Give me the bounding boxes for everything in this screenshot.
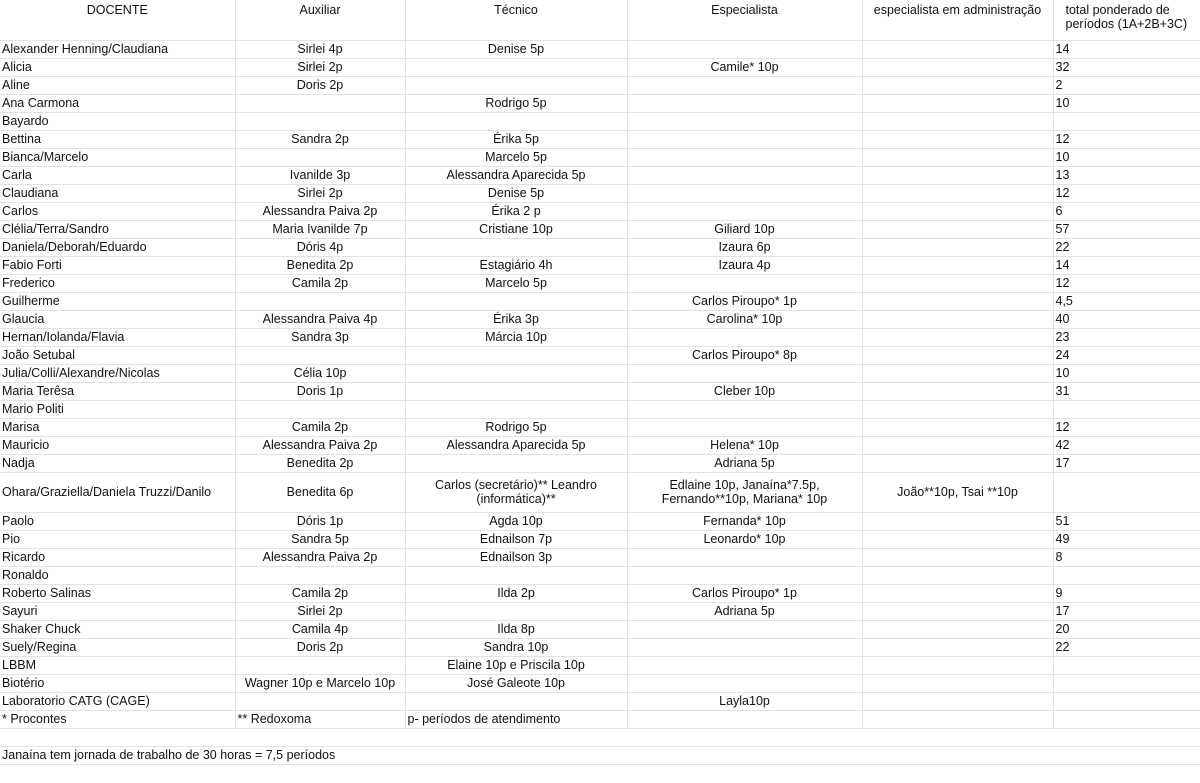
cell-docente: Bianca/Marcelo bbox=[0, 148, 235, 166]
cell-docente: Sayuri bbox=[0, 602, 235, 620]
cell-auxiliar: Benedita 6p bbox=[235, 472, 405, 512]
cell-docente: Bettina bbox=[0, 130, 235, 148]
cell-especialista-admin bbox=[862, 692, 1053, 710]
cell-especialista bbox=[627, 40, 862, 58]
cell-especialista bbox=[627, 76, 862, 94]
cell-especialista-admin bbox=[862, 418, 1053, 436]
cell-total: 57 bbox=[1053, 220, 1200, 238]
cell-especialista: Camile* 10p bbox=[627, 58, 862, 76]
cell-docente: Laboratorio CATG (CAGE) bbox=[0, 692, 235, 710]
cell-tecnico: Sandra 10p bbox=[405, 638, 627, 656]
cell-especialista-admin bbox=[862, 638, 1053, 656]
cell-total: 22 bbox=[1053, 238, 1200, 256]
cell-auxiliar: Camila 2p bbox=[235, 584, 405, 602]
cell-tecnico bbox=[405, 76, 627, 94]
cell-total: 17 bbox=[1053, 602, 1200, 620]
cell-auxiliar: Sirlei 2p bbox=[235, 602, 405, 620]
cell-especialista bbox=[627, 364, 862, 382]
cell-especialista bbox=[627, 112, 862, 130]
cell-especialista-admin bbox=[862, 454, 1053, 472]
cell-especialista: Fernanda* 10p bbox=[627, 512, 862, 530]
cell-tecnico: Érika 5p bbox=[405, 130, 627, 148]
cell-docente: Marisa bbox=[0, 418, 235, 436]
cell-especialista bbox=[627, 566, 862, 584]
table-row bbox=[0, 76, 1200, 94]
table-row bbox=[0, 346, 1200, 364]
cell-docente: Frederico bbox=[0, 274, 235, 292]
table-row bbox=[0, 274, 1200, 292]
footer-row bbox=[0, 746, 1200, 764]
table-row bbox=[0, 364, 1200, 382]
cell-especialista-admin bbox=[862, 238, 1053, 256]
legend-procontes: * Procontes bbox=[0, 710, 235, 728]
cell-total: 23 bbox=[1053, 328, 1200, 346]
cell-auxiliar: Ivanilde 3p bbox=[235, 166, 405, 184]
cell-total: 14 bbox=[1053, 40, 1200, 58]
table-row bbox=[0, 620, 1200, 638]
cell-especialista-admin bbox=[862, 346, 1053, 364]
table-row bbox=[0, 256, 1200, 274]
cell-docente: Mario Politi bbox=[0, 400, 235, 418]
cell-especialista-admin bbox=[862, 584, 1053, 602]
table-row bbox=[0, 130, 1200, 148]
cell-especialista bbox=[627, 674, 862, 692]
cell-auxiliar: Doris 2p bbox=[235, 638, 405, 656]
cell-especialista bbox=[627, 328, 862, 346]
cell-auxiliar: Sandra 2p bbox=[235, 130, 405, 148]
cell-especialista bbox=[627, 620, 862, 638]
cell-docente: Bayardo bbox=[0, 112, 235, 130]
cell-especialista-admin bbox=[862, 292, 1053, 310]
legend-row bbox=[0, 710, 1200, 728]
table-row bbox=[0, 674, 1200, 692]
cell-tecnico: Denise 5p bbox=[405, 184, 627, 202]
cell-auxiliar bbox=[235, 292, 405, 310]
cell-total bbox=[1053, 400, 1200, 418]
cell-total bbox=[1053, 656, 1200, 674]
table-row bbox=[0, 202, 1200, 220]
cell-tecnico: Érika 2 p bbox=[405, 202, 627, 220]
cell-docente: Nadja bbox=[0, 454, 235, 472]
cell-auxiliar: Sirlei 2p bbox=[235, 184, 405, 202]
cell-especialista-admin bbox=[862, 166, 1053, 184]
cell-especialista-admin bbox=[862, 40, 1053, 58]
cell-tecnico: Ednailson 3p bbox=[405, 548, 627, 566]
cell-especialista-admin bbox=[862, 184, 1053, 202]
cell-especialista: Helena* 10p bbox=[627, 436, 862, 454]
cell-auxiliar bbox=[235, 94, 405, 112]
cell-total bbox=[1053, 674, 1200, 692]
header-row bbox=[0, 0, 1200, 40]
cell-tecnico bbox=[405, 454, 627, 472]
cell-especialista-admin bbox=[862, 656, 1053, 674]
cell-tecnico: Rodrigo 5p bbox=[405, 94, 627, 112]
table-row bbox=[0, 310, 1200, 328]
cell-especialista-admin bbox=[862, 548, 1053, 566]
cell-especialista: Izaura 6p bbox=[627, 238, 862, 256]
cell-total: 10 bbox=[1053, 364, 1200, 382]
table-row bbox=[0, 656, 1200, 674]
cell-especialista: Carlos Piroupo* 1p bbox=[627, 584, 862, 602]
cell-auxiliar bbox=[235, 112, 405, 130]
cell-auxiliar bbox=[235, 566, 405, 584]
cell-auxiliar: Sandra 3p bbox=[235, 328, 405, 346]
cell-auxiliar: Sirlei 4p bbox=[235, 40, 405, 58]
cell-total: 49 bbox=[1053, 530, 1200, 548]
cell-auxiliar: Camila 4p bbox=[235, 620, 405, 638]
cell-especialista: Izaura 4p bbox=[627, 256, 862, 274]
cell-especialista: Carolina* 10p bbox=[627, 310, 862, 328]
cell-total: 10 bbox=[1053, 94, 1200, 112]
cell-tecnico bbox=[405, 238, 627, 256]
table-row bbox=[0, 58, 1200, 76]
cell-especialista: Adriana 5p bbox=[627, 602, 862, 620]
cell-auxiliar: Maria Ivanilde 7p bbox=[235, 220, 405, 238]
footer-note: Janaína tem jornada de trabalho de 30 horas = 7,5 períodos bbox=[0, 746, 627, 764]
cell-especialista-admin bbox=[862, 220, 1053, 238]
cell-docente: Alexander Henning/Claudiana bbox=[0, 40, 235, 58]
cell-total bbox=[1053, 692, 1200, 710]
cell-especialista bbox=[627, 166, 862, 184]
cell-total: 10 bbox=[1053, 148, 1200, 166]
cell-total: 24 bbox=[1053, 346, 1200, 364]
cell-especialista: Leonardo* 10p bbox=[627, 530, 862, 548]
cell-total: 51 bbox=[1053, 512, 1200, 530]
table-row bbox=[0, 418, 1200, 436]
cell-tecnico bbox=[405, 364, 627, 382]
table-row bbox=[0, 400, 1200, 418]
cell-tecnico: Alessandra Aparecida 5p bbox=[405, 166, 627, 184]
cell-tecnico bbox=[405, 692, 627, 710]
cell-especialista-admin bbox=[862, 566, 1053, 584]
cell-especialista-admin bbox=[862, 112, 1053, 130]
table-row bbox=[0, 530, 1200, 548]
cell-auxiliar: Dóris 4p bbox=[235, 238, 405, 256]
header-tecnico: Técnico bbox=[405, 0, 627, 40]
cell-especialista bbox=[627, 130, 862, 148]
cell-total: 8 bbox=[1053, 548, 1200, 566]
cell-docente: Mauricio bbox=[0, 436, 235, 454]
cell-docente: Suely/Regina bbox=[0, 638, 235, 656]
cell-tecnico bbox=[405, 112, 627, 130]
cell-auxiliar bbox=[235, 656, 405, 674]
cell-auxiliar: Camila 2p bbox=[235, 274, 405, 292]
cell-auxiliar bbox=[235, 692, 405, 710]
table-row bbox=[0, 566, 1200, 584]
cell-especialista-admin bbox=[862, 256, 1053, 274]
cell-total: 12 bbox=[1053, 130, 1200, 148]
table-row bbox=[0, 220, 1200, 238]
cell-especialista-admin bbox=[862, 76, 1053, 94]
cell-docente: Biotério bbox=[0, 674, 235, 692]
table-row bbox=[0, 436, 1200, 454]
cell-tecnico: Ednailson 7p bbox=[405, 530, 627, 548]
table-row bbox=[0, 548, 1200, 566]
cell-auxiliar: Doris 1p bbox=[235, 382, 405, 400]
cell-especialista bbox=[627, 274, 862, 292]
cell-docente: Shaker Chuck bbox=[0, 620, 235, 638]
cell-especialista: Giliard 10p bbox=[627, 220, 862, 238]
cell-tecnico: Denise 5p bbox=[405, 40, 627, 58]
cell-total: 12 bbox=[1053, 274, 1200, 292]
table-row bbox=[0, 166, 1200, 184]
cell-especialista-admin bbox=[862, 530, 1053, 548]
table-row bbox=[0, 638, 1200, 656]
cell-especialista: Edlaine 10p, Janaína*7.5p, Fernando**10p, Mariana* 10p bbox=[627, 472, 862, 512]
cell-especialista-admin bbox=[862, 436, 1053, 454]
cell-auxiliar: Sandra 5p bbox=[235, 530, 405, 548]
cell-especialista-admin bbox=[862, 328, 1053, 346]
cell-especialista-admin bbox=[862, 400, 1053, 418]
cell-tecnico bbox=[405, 346, 627, 364]
cell-tecnico: Ilda 2p bbox=[405, 584, 627, 602]
cell-total: 31 bbox=[1053, 382, 1200, 400]
table-row bbox=[0, 472, 1200, 512]
cell-auxiliar: Wagner 10p e Marcelo 10p bbox=[235, 674, 405, 692]
cell-especialista-admin bbox=[862, 310, 1053, 328]
cell-total: 13 bbox=[1053, 166, 1200, 184]
cell-especialista: Cleber 10p bbox=[627, 382, 862, 400]
cell-docente: Clélia/Terra/Sandro bbox=[0, 220, 235, 238]
cell-especialista: Adriana 5p bbox=[627, 454, 862, 472]
cell-total: 32 bbox=[1053, 58, 1200, 76]
cell-tecnico: Cristiane 10p bbox=[405, 220, 627, 238]
cell-tecnico bbox=[405, 58, 627, 76]
cell-docente: Ana Carmona bbox=[0, 94, 235, 112]
cell-especialista-admin: João**10p, Tsai **10p bbox=[862, 472, 1053, 512]
cell-auxiliar: Dóris 1p bbox=[235, 512, 405, 530]
cell-especialista bbox=[627, 418, 862, 436]
cell-tecnico: Carlos (secretário)** Leandro (informática)** bbox=[405, 472, 627, 512]
cell-docente: Ricardo bbox=[0, 548, 235, 566]
cell-especialista bbox=[627, 638, 862, 656]
cell-docente: Claudiana bbox=[0, 184, 235, 202]
cell-tecnico: Elaine 10p e Priscila 10p bbox=[405, 656, 627, 674]
cell-docente: Hernan/Iolanda/Flavia bbox=[0, 328, 235, 346]
cell-especialista bbox=[627, 202, 862, 220]
cell-tecnico: Érika 3p bbox=[405, 310, 627, 328]
blank-row bbox=[0, 728, 1200, 746]
cell-total: 4,5 bbox=[1053, 292, 1200, 310]
cell-auxiliar: Alessandra Paiva 2p bbox=[235, 436, 405, 454]
cell-auxiliar bbox=[235, 346, 405, 364]
table-row bbox=[0, 94, 1200, 112]
cell-especialista-admin bbox=[862, 602, 1053, 620]
cell-especialista bbox=[627, 400, 862, 418]
cell-tecnico bbox=[405, 382, 627, 400]
cell-especialista-admin bbox=[862, 58, 1053, 76]
cell-especialista-admin bbox=[862, 94, 1053, 112]
cell-tecnico: Marcelo 5p bbox=[405, 274, 627, 292]
header-especialista-admin: especialista em administração bbox=[862, 0, 1053, 40]
cell-docente: Glaucia bbox=[0, 310, 235, 328]
cell-tecnico: Marcelo 5p bbox=[405, 148, 627, 166]
cell-docente: Pio bbox=[0, 530, 235, 548]
cell-especialista-admin bbox=[862, 130, 1053, 148]
cell-especialista-admin bbox=[862, 148, 1053, 166]
cell-docente: Carla bbox=[0, 166, 235, 184]
cell-total bbox=[1053, 472, 1200, 512]
cell-especialista: Carlos Piroupo* 1p bbox=[627, 292, 862, 310]
cell-docente: Guilherme bbox=[0, 292, 235, 310]
cell-total: 12 bbox=[1053, 184, 1200, 202]
header-auxiliar: Auxiliar bbox=[235, 0, 405, 40]
cell-especialista-admin bbox=[862, 620, 1053, 638]
cell-tecnico: Agda 10p bbox=[405, 512, 627, 530]
cell-auxiliar: Camila 2p bbox=[235, 418, 405, 436]
cell-tecnico: Rodrigo 5p bbox=[405, 418, 627, 436]
table-row bbox=[0, 602, 1200, 620]
cell-total bbox=[1053, 566, 1200, 584]
cell-auxiliar: Alessandra Paiva 4p bbox=[235, 310, 405, 328]
cell-tecnico: Estagiário 4h bbox=[405, 256, 627, 274]
cell-especialista-admin bbox=[862, 674, 1053, 692]
cell-docente: Julia/Colli/Alexandre/Nicolas bbox=[0, 364, 235, 382]
cell-docente: Roberto Salinas bbox=[0, 584, 235, 602]
cell-especialista bbox=[627, 148, 862, 166]
cell-docente: Daniela/Deborah/Eduardo bbox=[0, 238, 235, 256]
cell-especialista-admin bbox=[862, 382, 1053, 400]
cell-especialista-admin bbox=[862, 274, 1053, 292]
cell-docente: Ohara/Graziella/Daniela Truzzi/Danilo bbox=[0, 472, 235, 512]
cell-docente: Carlos bbox=[0, 202, 235, 220]
table-row bbox=[0, 382, 1200, 400]
cell-total bbox=[1053, 112, 1200, 130]
cell-total: 17 bbox=[1053, 454, 1200, 472]
cell-total: 2 bbox=[1053, 76, 1200, 94]
table-row bbox=[0, 692, 1200, 710]
cell-auxiliar: Alessandra Paiva 2p bbox=[235, 202, 405, 220]
cell-especialista bbox=[627, 94, 862, 112]
cell-docente: Paolo bbox=[0, 512, 235, 530]
cell-docente: Ronaldo bbox=[0, 566, 235, 584]
cell-docente: Maria Terêsa bbox=[0, 382, 235, 400]
table-row bbox=[0, 148, 1200, 166]
cell-total: 6 bbox=[1053, 202, 1200, 220]
cell-tecnico: Márcia 10p bbox=[405, 328, 627, 346]
cell-total: 42 bbox=[1053, 436, 1200, 454]
cell-auxiliar: Benedita 2p bbox=[235, 256, 405, 274]
cell-tecnico: Alessandra Aparecida 5p bbox=[405, 436, 627, 454]
cell-auxiliar: Alessandra Paiva 2p bbox=[235, 548, 405, 566]
cell-auxiliar: Célia 10p bbox=[235, 364, 405, 382]
legend-redoxoma: ** Redoxoma bbox=[235, 710, 405, 728]
table-row bbox=[0, 512, 1200, 530]
table-row bbox=[0, 184, 1200, 202]
cell-total: 9 bbox=[1053, 584, 1200, 602]
cell-docente: Alicia bbox=[0, 58, 235, 76]
cell-auxiliar: Sirlei 2p bbox=[235, 58, 405, 76]
cell-tecnico bbox=[405, 602, 627, 620]
cell-auxiliar: Doris 2p bbox=[235, 76, 405, 94]
table-row bbox=[0, 112, 1200, 130]
cell-tecnico bbox=[405, 566, 627, 584]
cell-especialista bbox=[627, 656, 862, 674]
cell-total: 22 bbox=[1053, 638, 1200, 656]
cell-especialista: Layla10p bbox=[627, 692, 862, 710]
cell-auxiliar: Benedita 2p bbox=[235, 454, 405, 472]
cell-docente: João Setubal bbox=[0, 346, 235, 364]
table-row bbox=[0, 238, 1200, 256]
header-docente: DOCENTE bbox=[0, 0, 235, 40]
table-row bbox=[0, 292, 1200, 310]
cell-especialista-admin bbox=[862, 202, 1053, 220]
cell-auxiliar bbox=[235, 148, 405, 166]
legend-periodos: p- períodos de atendimento bbox=[405, 710, 627, 728]
cell-especialista-admin bbox=[862, 364, 1053, 382]
cell-total: 20 bbox=[1053, 620, 1200, 638]
cell-especialista-admin bbox=[862, 512, 1053, 530]
table-row bbox=[0, 584, 1200, 602]
cell-total: 40 bbox=[1053, 310, 1200, 328]
cell-especialista bbox=[627, 548, 862, 566]
cell-tecnico bbox=[405, 400, 627, 418]
cell-docente: LBBM bbox=[0, 656, 235, 674]
table-row bbox=[0, 328, 1200, 346]
cell-docente: Fabio Forti bbox=[0, 256, 235, 274]
cell-especialista bbox=[627, 184, 862, 202]
cell-tecnico: Ilda 8p bbox=[405, 620, 627, 638]
cell-total: 12 bbox=[1053, 418, 1200, 436]
cell-total: 14 bbox=[1053, 256, 1200, 274]
cell-especialista: Carlos Piroupo* 8p bbox=[627, 346, 862, 364]
header-especialista: Especialista bbox=[627, 0, 862, 40]
cell-docente: Aline bbox=[0, 76, 235, 94]
cell-tecnico bbox=[405, 292, 627, 310]
table-row bbox=[0, 454, 1200, 472]
table-row bbox=[0, 40, 1200, 58]
header-total: total ponderado de períodos (1A+2B+3C) bbox=[1053, 0, 1200, 40]
cell-auxiliar bbox=[235, 400, 405, 418]
cell-tecnico: José Galeote 10p bbox=[405, 674, 627, 692]
